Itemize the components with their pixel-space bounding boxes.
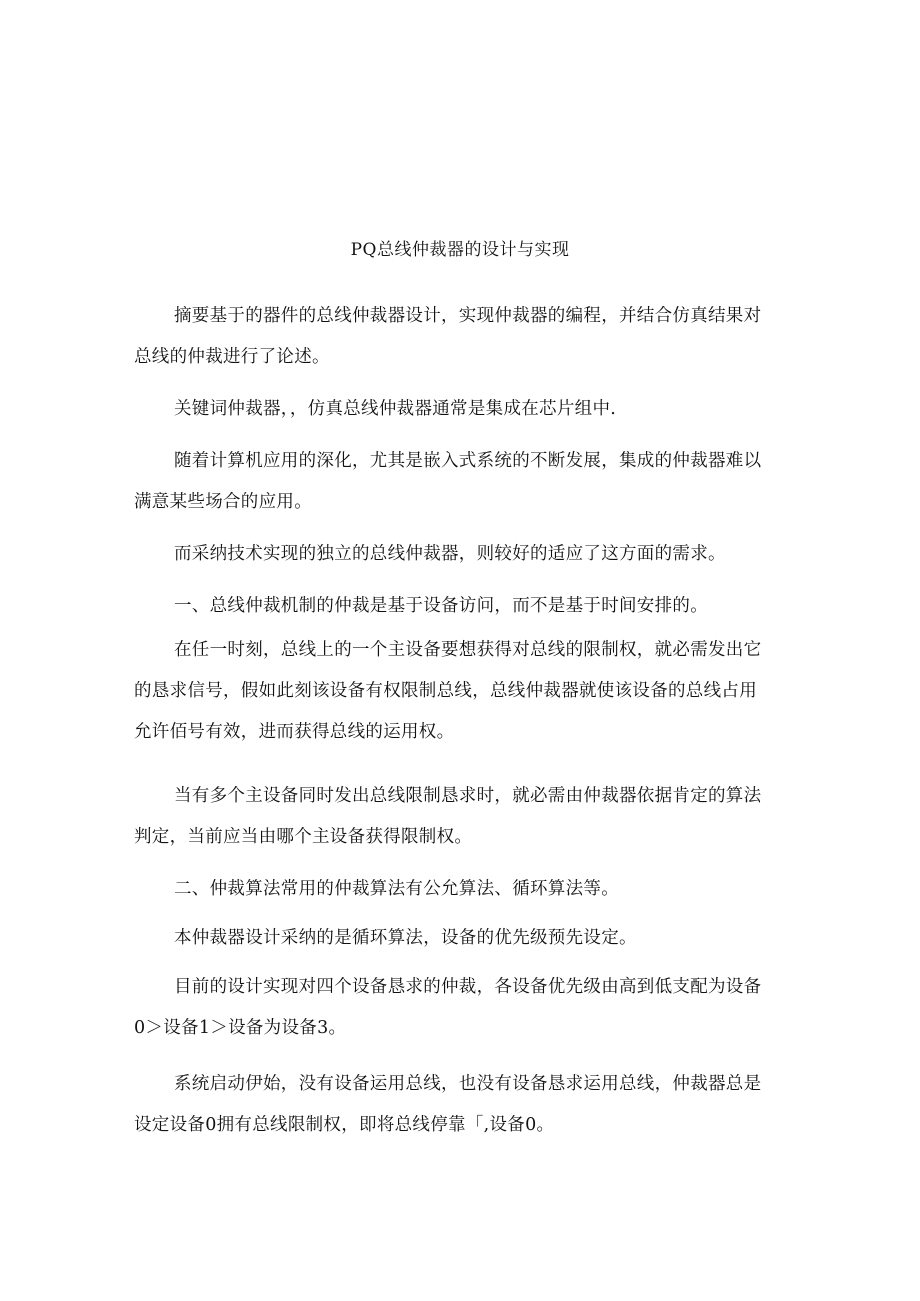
text-line: 摘要基于的器件的总线仲裁器设计，实现仲裁器的编程，并结合仿真结果对	[174, 306, 762, 326]
text-line: 满意某些场合的应用。	[134, 492, 312, 512]
paragraph	[134, 776, 789, 858]
text-line: 关键词仲裁器，，仿真总线仲裁器通常是集成在芯片组中.	[174, 399, 617, 419]
text-line: 二、仲裁算法常用的仲裁算法有公允算法、循环算法等。	[174, 879, 619, 899]
paragraph-keywords	[134, 389, 789, 430]
section-heading-paragraph	[134, 869, 789, 910]
paragraph	[134, 967, 789, 1049]
text-line: 一、总线仲裁机制的仲裁是基于设备访问，而不是基于时间安排的。	[174, 596, 708, 616]
paragraph	[134, 441, 789, 523]
text-line: 设定设备0拥有总线限制权，即将总线停靠「,设备0。	[134, 1115, 555, 1135]
paragraph	[134, 918, 789, 959]
text-line: 系统启动伊始，没有设备运用总线，也没有设备恳求运用总线，仲裁器总是	[174, 1074, 762, 1094]
paragraph	[134, 534, 789, 575]
document-title: PQ总线仲裁器的设计与实现	[350, 240, 570, 260]
text-line: 的恳求信号，假如此刻该设备有权限制总线，总线仲裁器就使该设备的总线占用	[134, 681, 757, 701]
text-line: 允许佰号有效，进而获得总线的运用权。	[134, 722, 455, 742]
text-line: 0＞设备1＞设备为设备3。	[134, 1018, 347, 1038]
paragraph	[134, 630, 789, 753]
text-line: 当有多个主设备同时发出总线限制恳求时，就必需由仲裁器依据肯定的算法	[174, 786, 762, 806]
paragraph-abstract	[134, 296, 789, 378]
text-line: 目前的设计实现对四个设备恳求的仲裁，各设备优先级由高到低支配为设备	[174, 977, 762, 997]
text-line: 而采纳技术实现的独立的总线仲裁器，则较好的适应了这方面的需求。	[174, 544, 726, 564]
paragraph	[134, 1064, 789, 1146]
text-line: 在任一时刻，总线上的一个主设备要想获得对总线的限制权，就必需发出它	[174, 640, 762, 660]
text-line: 本仲裁器设计采纳的是循环算法，设备的优先级预先设定。	[174, 928, 637, 948]
text-line: 总线的仲裁进行了论述。	[134, 347, 330, 367]
section-heading-paragraph	[134, 586, 789, 627]
text-line: 随着计算机应用的深化，尤其是嵌入式系统的不断发展，集成的仲裁器难以	[174, 451, 762, 471]
text-line: 判定，当前应当由哪个主设备获得限制权。	[134, 827, 473, 847]
